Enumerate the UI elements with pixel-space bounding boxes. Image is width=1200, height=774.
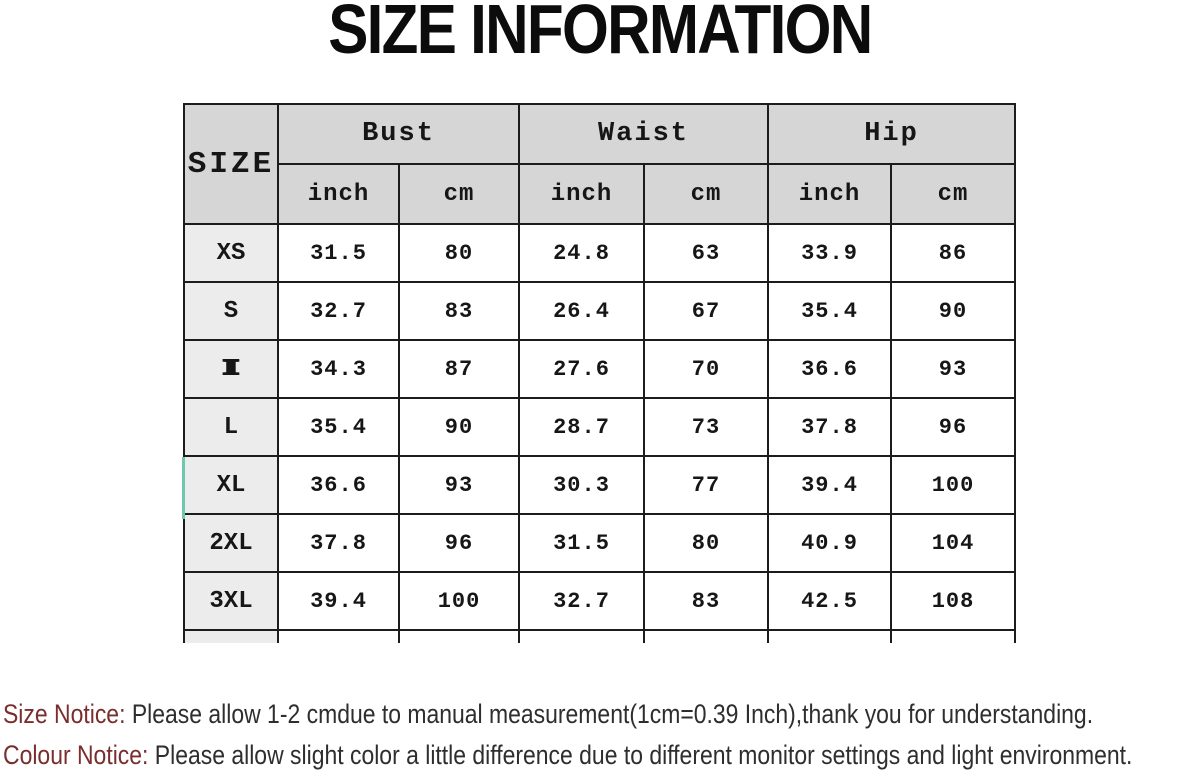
page-title bbox=[0, 0, 1200, 68]
subheader-hip-cm: cm bbox=[891, 164, 1015, 224]
size-label: XL bbox=[184, 456, 278, 514]
clipped-cell bbox=[184, 630, 278, 643]
table-row-3xl bbox=[184, 572, 1015, 630]
subheader-bust-inch: inch bbox=[278, 164, 399, 224]
table-row-2xl bbox=[184, 514, 1015, 572]
cell-value: 70 bbox=[644, 340, 768, 398]
cell-value: 108 bbox=[891, 572, 1015, 630]
cell-value: 87 bbox=[399, 340, 519, 398]
size-notice bbox=[3, 697, 1193, 731]
group-header-waist: Waist bbox=[519, 104, 768, 164]
cell-value: 100 bbox=[399, 572, 519, 630]
colour-notice-label: Colour Notice: bbox=[3, 740, 149, 770]
colour-notice-text: Please allow slight color a little difference due to different monitor settings and light environment. bbox=[148, 740, 1133, 770]
size-label: S bbox=[184, 282, 278, 340]
cell-value: 35.4 bbox=[278, 398, 399, 456]
cell-value: 96 bbox=[399, 514, 519, 572]
size-table bbox=[183, 103, 1016, 643]
colour-notice bbox=[3, 738, 1193, 772]
cell-value: 31.5 bbox=[519, 514, 644, 572]
table-row-s bbox=[184, 282, 1015, 340]
cell-value: 96 bbox=[891, 398, 1015, 456]
size-label: I bbox=[184, 340, 278, 398]
cell-value: 63 bbox=[644, 224, 768, 282]
cell-value: 83 bbox=[644, 572, 768, 630]
cell-value: 27.6 bbox=[519, 340, 644, 398]
cell-value: 33.9 bbox=[768, 224, 891, 282]
cell-value: 36.6 bbox=[278, 456, 399, 514]
clipped-cell bbox=[768, 630, 891, 643]
cell-value: 77 bbox=[644, 456, 768, 514]
table-row-m bbox=[184, 340, 1015, 398]
clipped-cell bbox=[519, 630, 644, 643]
xl-row-teal-highlight bbox=[182, 457, 185, 519]
clipped-cell bbox=[278, 630, 399, 643]
table-row-xl bbox=[184, 456, 1015, 514]
cell-value: 32.7 bbox=[519, 572, 644, 630]
cell-value: 104 bbox=[891, 514, 1015, 572]
corner-header-size: SIZE bbox=[184, 104, 278, 224]
cell-value: 28.7 bbox=[519, 398, 644, 456]
subheader-waist-inch: inch bbox=[519, 164, 644, 224]
cell-value: 39.4 bbox=[768, 456, 891, 514]
cell-value: 30.3 bbox=[519, 456, 644, 514]
cell-value: 86 bbox=[891, 224, 1015, 282]
cell-value: 37.8 bbox=[768, 398, 891, 456]
table-row-clipped bbox=[184, 630, 1015, 643]
subheader-bust-cm: cm bbox=[399, 164, 519, 224]
size-label: L bbox=[184, 398, 278, 456]
cell-value: 90 bbox=[891, 282, 1015, 340]
cell-value: 73 bbox=[644, 398, 768, 456]
cell-value: 67 bbox=[644, 282, 768, 340]
subheader-waist-cm: cm bbox=[644, 164, 768, 224]
size-label: 3XL bbox=[184, 572, 278, 630]
page-title-text: SIZE INFORMATION bbox=[328, 0, 872, 68]
table-row-xs bbox=[184, 224, 1015, 282]
subheader-hip-inch: inch bbox=[768, 164, 891, 224]
size-notice-label: Size Notice: bbox=[3, 699, 126, 729]
clipped-cell bbox=[891, 630, 1015, 643]
notices-section bbox=[3, 697, 1200, 774]
cell-value: 93 bbox=[891, 340, 1015, 398]
cell-value: 37.8 bbox=[278, 514, 399, 572]
cell-value: 36.6 bbox=[768, 340, 891, 398]
size-label: XS bbox=[184, 224, 278, 282]
group-header-bust: Bust bbox=[278, 104, 519, 164]
cell-value: 39.4 bbox=[278, 572, 399, 630]
clipped-cell bbox=[399, 630, 519, 643]
cell-value: 83 bbox=[399, 282, 519, 340]
group-header-hip: Hip bbox=[768, 104, 1015, 164]
table-row-l bbox=[184, 398, 1015, 456]
cell-value: 26.4 bbox=[519, 282, 644, 340]
cell-value: 80 bbox=[399, 224, 519, 282]
size-label: 2XL bbox=[184, 514, 278, 572]
cell-value: 24.8 bbox=[519, 224, 644, 282]
cell-value: 34.3 bbox=[278, 340, 399, 398]
cell-value: 42.5 bbox=[768, 572, 891, 630]
cell-value: 35.4 bbox=[768, 282, 891, 340]
cell-value: 31.5 bbox=[278, 224, 399, 282]
cell-value: 100 bbox=[891, 456, 1015, 514]
cell-value: 93 bbox=[399, 456, 519, 514]
cell-value: 90 bbox=[399, 398, 519, 456]
cell-value: 32.7 bbox=[278, 282, 399, 340]
clipped-cell bbox=[644, 630, 768, 643]
size-notice-text: Please allow 1-2 cmdue to manual measurement(1cm=0.39 Inch),thank you for understanding. bbox=[125, 699, 1094, 729]
cell-value: 40.9 bbox=[768, 514, 891, 572]
size-chart bbox=[183, 103, 1016, 643]
cell-value: 80 bbox=[644, 514, 768, 572]
